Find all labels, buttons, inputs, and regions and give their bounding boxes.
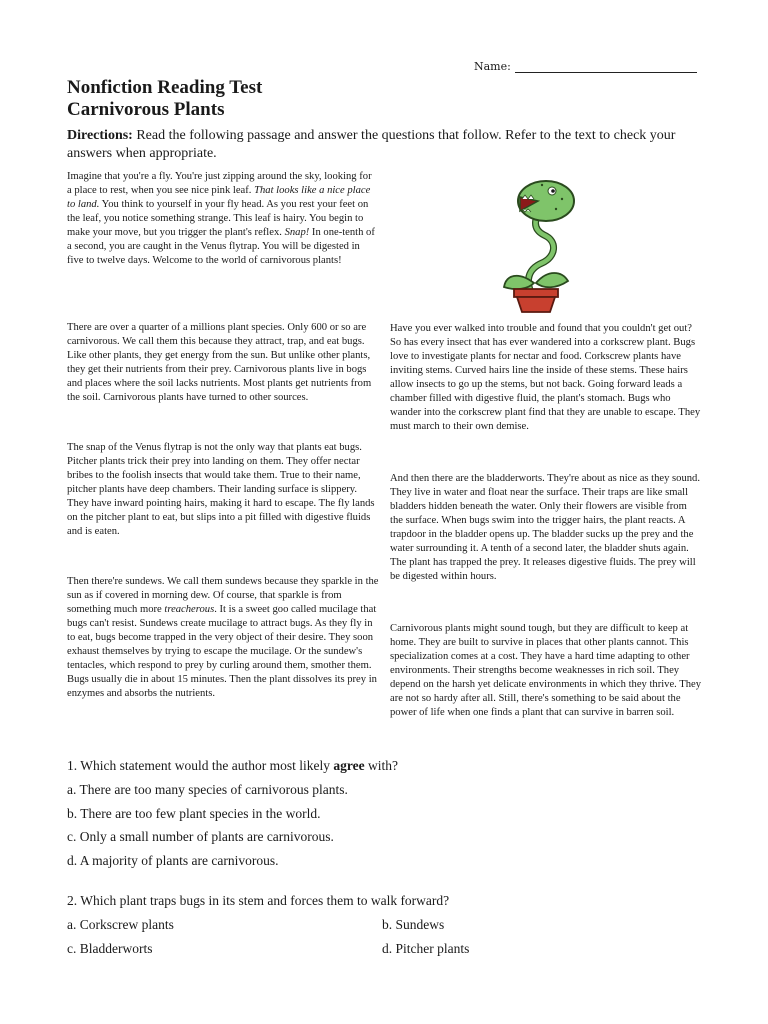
q1-option-b[interactable]: b. There are too few plant species in the world. [67,806,321,821]
question-2-stem: 2. Which plant traps bugs in its stem and forces them to walk forward? [67,893,450,908]
para4-part-2: . It is a sweet goo called mucilage that bugs can't resist. Sundews create mucilage to attract bugs. As they fly in to eat, bugs become trapped in the very object of their desire. They soon exhaust themselves by trying to escape the mucilage. Or the sundew's tentacles, which respond to prey by curling around them, smother them. Bugs usually die in about 15 minutes. Then the plant dissolves its prey in enzymes and absorbs the nutrients. [67,604,377,699]
title-line-1: Nonfiction Reading Test [67,77,263,98]
directions-label: Directions: [67,128,133,143]
q1-option-d[interactable]: d. A majority of plants are carnivorous. [67,853,279,868]
directions-text: Read the following passage and answer the questions that follow. Refer to the text to check your answers when appropriate. [67,128,676,161]
passage-paragraph-5 [390,322,702,434]
name-label: Name: [474,60,511,73]
directions [67,127,697,163]
paragraph-5-text: Have you ever walked into trouble and found that you couldn't get out? So has every insect that has ever wandered into a corkscrew plant. Bugs love to investigate plants for nectar and food. Corkscrew plants have inviting stems. Curved hairs line the inside of these stems. These hairs allow insects to go up the stems, but not back. Going forward leads a chamber filled with digestive fluid, the plant's stomach. Bugs who wander into the corkscrew plant find that they are unable to escape. They must march to their own demise. [390,323,701,432]
q1-option-c[interactable]: c. Only a small number of plants are carnivorous. [67,829,334,844]
paragraph-7-text: Carnivorous plants might sound tough, but they are difficult to keep at home. They are built to survive in places that other plants cannot. This specialization comes at a cost. They have a hard time adapting to other environments. Their strengths become weaknesses in rich soil. They depend on the harsh yet delicate environments in which they thrive. They are not so hardy after all. Still, there's something to be said about the power of life when one finds a plant that can survive in barren soil. [390,623,702,718]
passage-paragraph-6 [390,472,702,584]
q1-stem-before: 1. Which statement would the author most likely [67,758,334,773]
intro-part-3: In one-tenth of a second, you are caught in the Venus flytrap. You will be digested in five to twelve days. Welcome to the world of carnivorous plants! [67,227,375,266]
name-blank-line[interactable] [515,60,697,73]
intro-italic-2: Snap! [284,227,310,238]
q2-option-a[interactable]: a. Corkscrew plants [67,917,174,932]
passage-paragraph-3 [67,441,379,539]
q2-option-d[interactable]: d. Pitcher plants [382,941,470,956]
venus-flytrap-illustration [476,171,600,313]
paragraph-6-text: And then there are the bladderworts. They're about as nice as they sound. They live in water and float near the surface. Their traps are like small bladders hidden beneath the water. Only their flowers are visible from the surface. When bugs swim into the trigger hairs, the plant reacts. A trapdoor in the bladder opens up. The bladder sucks up the prey and the water surrounding it. A tenth of a second later, the bladder shuts again. The plant has trapped the prey. It releases digestive fluids. The prey will be digested within hours. [390,473,701,582]
intro-part-1: Imagine that you're a fly. You're just zipping around the sky, looking for a place to rest, when you see nice pink leaf. [67,171,372,196]
paragraph-2-text: There are over a quarter of a millions plant species. Only 600 or so are carnivorous. We call them this because they attract, trap, and eat bugs. Like other plants, they get energy from the sun. But unlike other plants, they get their nutrients from their prey. Carnivorous plants live in bogs and places where the soil lacks nutrients. Most plants get nutrients from the soil. Carnivorous plants have turned to other sources. [67,322,372,403]
para4-italic: treacherous [164,604,215,615]
passage-paragraph-7 [390,622,702,720]
q1-stem-bold: agree [333,758,365,773]
intro-part-2: You think to yourself in your fly head. As you rest your feet on the leaf, you notice something strange. This leaf is hairy. You begin to make your move, but you trigger the plant's reflex. [67,199,369,238]
passage-paragraph-4 [67,575,379,701]
paragraph-3-text: The snap of the Venus flytrap is not the only way that plants eat bugs. Pitcher plants trick their prey into landing on them. They offer nectar bribes to the foolish insects that would take them. True to their name, pitcher plants have deep chambers. Their landing surface is slippery. They have inward pointing hairs, making it hard to escape. The fly lands on the pitcher plant to eat, but slips into a pit filled with digestive fluids and is eaten. [67,442,375,537]
question-1-stem [67,758,398,774]
q2-option-c[interactable]: c. Bladderworts [67,941,153,956]
passage-paragraph-2 [67,321,379,405]
q1-option-a[interactable]: a. There are too many species of carnivorous plants. [67,782,348,797]
q2-option-b[interactable]: b. Sundews [382,917,445,932]
name-field[interactable] [474,60,697,73]
passage-intro [67,170,377,268]
para4-part-1: Then there're sundews. We call them sundews because they sparkle in the sun as if covered in morning dew. Of course, that sparkle is from something much more [67,576,379,615]
title-line-2: Carnivorous Plants [67,99,225,120]
intro-italic-1: That looks like a nice place to land. [67,185,371,210]
q1-stem-after: with? [364,758,398,773]
page-title [67,77,262,121]
